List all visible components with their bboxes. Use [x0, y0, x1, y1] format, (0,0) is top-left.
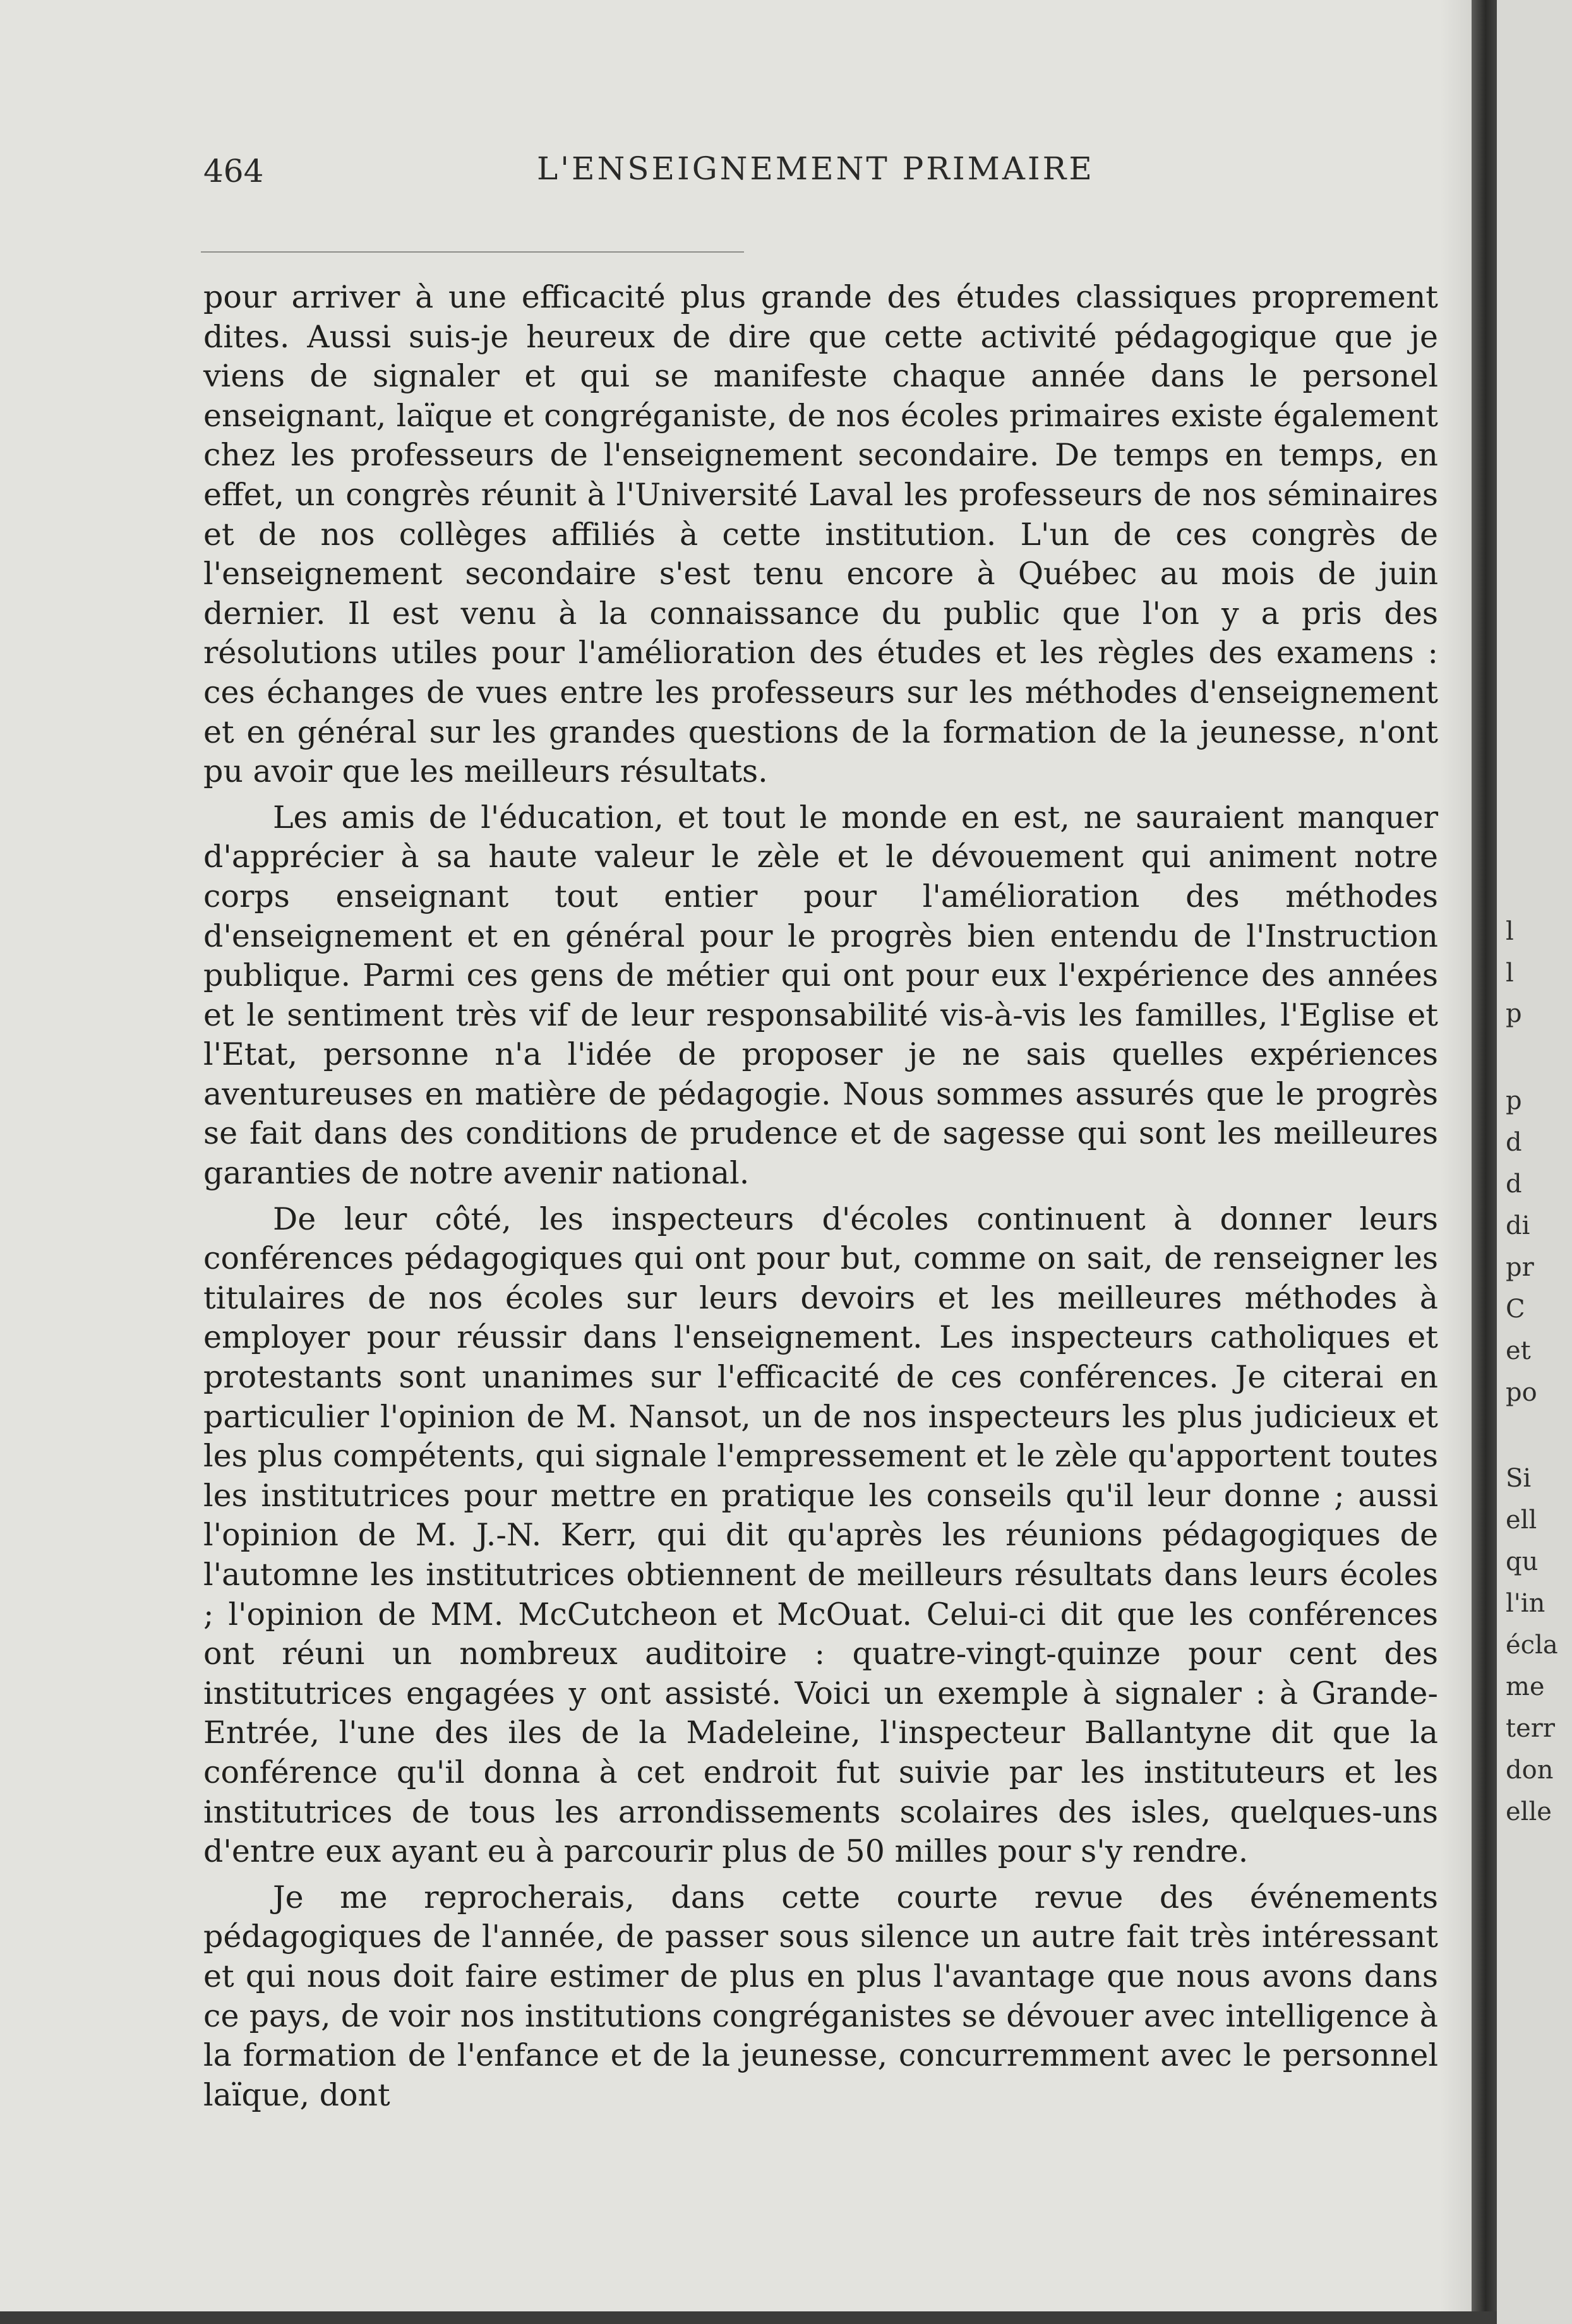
page-bottom-edge — [0, 2311, 1497, 2324]
facing-page-fragment: pr — [1506, 1253, 1534, 1282]
facing-page-fragment: et — [1506, 1336, 1531, 1365]
running-title: L'ENSEIGNEMENT PRIMAIRE — [537, 150, 1095, 187]
body-text — [203, 278, 1438, 2115]
header-rule — [201, 251, 744, 253]
facing-page-fragment: p — [1506, 1086, 1522, 1115]
facing-page-fragment: elle — [1506, 1797, 1552, 1826]
facing-page-fragment: écla — [1506, 1631, 1558, 1660]
facing-page-fragment: l — [1506, 959, 1514, 988]
facing-page-fragment: po — [1506, 1378, 1537, 1407]
paragraph-1: pour arriver à une efficacité plus grande des études classiques proprement dites. Aussi suis-je heureux de dire que cette activité pédagogique que je viens de signaler et qui se manifeste chaque année dans le personel enseignant, laïque et congréganiste, de nos écoles primaires existe également chez les professeurs de l'enseignement secondaire. De temps en temps, en effet, un congrès réunit à l'Université Laval les professeurs de nos séminaires et de nos collèges affiliés à cette institution. L'un de ces congrès de l'enseignement secondaire s'est tenu encore à Québec au mois de juin dernier. Il est venu à la connaissance du public que l'on y a pris des résolutions utiles pour l'amélioration des études et les règles des examens : ces échanges de vues entre les professeurs sur les méthodes d'enseignement et en général sur les grandes questions de la formation de la jeunesse, n'ont pu avoir que les meilleurs résultats. — [203, 279, 1438, 790]
facing-page-fragment: ell — [1506, 1506, 1537, 1535]
facing-page-fragment: terr — [1506, 1714, 1555, 1743]
facing-page-fragment: Si — [1506, 1464, 1532, 1493]
facing-page-fragment: p — [1506, 999, 1522, 1028]
facing-page-fragment: me — [1506, 1672, 1545, 1701]
book-spine — [1472, 0, 1497, 2324]
facing-page-edge — [1497, 0, 1572, 2324]
facing-page-fragment: qu — [1506, 1547, 1539, 1576]
page-number: 464 — [203, 153, 264, 189]
facing-page-fragment: C — [1506, 1295, 1525, 1324]
facing-page-fragment: di — [1506, 1211, 1530, 1240]
facing-page-fragment: l'in — [1506, 1589, 1545, 1618]
paragraph-3: De leur côté, les inspecteurs d'écoles continuent à donner leurs conférences pédagogiques qui ont pour but, comme on sait, de renseigner les titulaires de nos écoles sur leurs devoirs et les meilleures méthodes à employer pour réussir dans l'enseignement. Les inspecteurs catholiques et protestants sont unanimes sur l'efficacité de ces conférences. Je citerai en particulier l'opinion de M. Nansot, un de nos inspecteurs les plus judicieux et les plus compétents, qui signale l'empressement et le zèle qu'apportent toutes les institutrices pour mettre en pratique les conseils qu'il leur donne ; aussi l'opinion de M. J.-N. Kerr, qui dit qu'après les réunions pédagogiques de l'automne les institutrices obtiennent de meilleurs résultats dans leurs écoles ; l'opinion de MM. McCutcheon et McOuat. Celui-ci dit que les conférences ont réuni un nombreux auditoire : quatre-vingt-quinze pour cent des institutrices engagées y ont assisté. Voici un exemple à signaler : à Grande-Entrée, l'une des iles de la Madeleine, l'inspecteur Ballantyne dit que la conférence qu'il donna à cet endroit fut suivie par les instituteurs et les institutrices de tous les arrondissements scolaires des isles, quelques-uns d'entre eux ayant eu à parcourir plus de 50 milles pour s'y rendre. — [203, 1201, 1438, 1870]
facing-page-fragment: d — [1506, 1128, 1522, 1157]
paragraph-2: Les amis de l'éducation, et tout le monde en est, ne sauraient manquer d'apprécier à sa haute valeur le zèle et le dévouement qui animent notre corps enseignant tout entier pour l'amélioration des méthodes d'enseignement et en général pour le progrès bien entendu de l'Instruction publique. Parmi ces gens de métier qui ont pour eux l'expérience des années et le sentiment très vif de leur responsabilité vis-à-vis les familles, l'Eglise et l'Etat, personne n'a l'idée de proposer je ne sais quelles expériences aventureuses en matière de pédagogie. Nous sommes assurés que le progrès se fait dans des conditions de prudence et de sagesse qui sont les meilleures garanties de notre avenir national. — [203, 799, 1438, 1192]
facing-page-fragment: don — [1506, 1756, 1554, 1785]
facing-page-fragment: l — [1506, 917, 1514, 946]
paragraph-4: Je me reprocherais, dans cette courte revue des événements pédagogiques de l'année, de passer sous silence un autre fait très intéressant et qui nous doit faire estimer de plus en plus l'avantage que nous avons dans ce pays, de voir nos institutions congréganistes se dévouer avec intelligence à la formation de l'enfance et de la jeunesse, concurremment avec le personnel laïque, dont — [203, 1879, 1438, 2113]
facing-page-fragment: d — [1506, 1170, 1522, 1199]
